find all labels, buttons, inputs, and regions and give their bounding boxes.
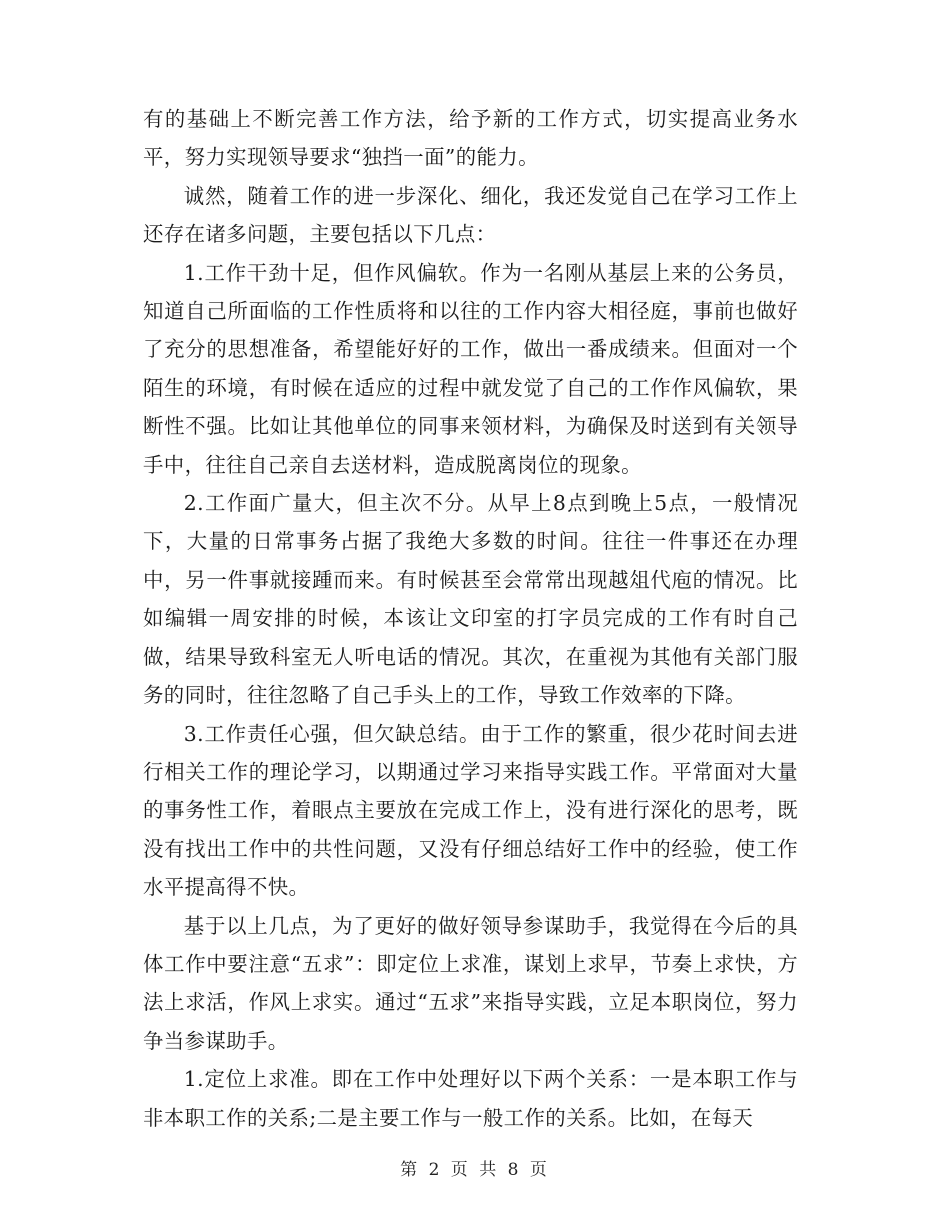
document-body <box>143 100 798 1137</box>
paragraph-five-requirements: 基于以上几点，为了更好的做好领导参谋助手，我觉得在今后的具体工作中要注意“五求”：即定位上求准，谋划上求早，节奏上求快，方法上求活，作风上求实。通过“五求”来指导实践，立足本职岗位，努力争当参谋助手。 <box>143 913 798 1053</box>
paragraph-problem-3: 3.工作责任心强，但欠缺总结。由于工作的繁重，很少花时间去进行相关工作的理论学习，以期通过学习来指导实践工作。平常面对大量的事务性工作，着眼点主要放在完成工作上，没有进行深化的思考，既没有找出工作中的共性问题，又没有仔细总结好工作中的经验，使工作水平提高得不快。 <box>143 721 798 900</box>
paragraph-intro-problems: 诚然，随着工作的进一步深化、细化，我还发觉自己在学习工作上还存在诸多问题，主要包括以下几点： <box>143 183 798 247</box>
paragraph-problem-2: 2.工作面广量大，但主次不分。从早上8点到晚上5点，一般情况下，大量的日常事务占据了我绝大多数的时间。往往一件事还在办理中，另一件事就接踵而来。有时候甚至会常常出现越俎代庖的情况。比如编辑一周安排的时候，本该让文印室的打字员完成的工作有时自己做，结果导致科室无人听电话的情况。其次，在重视为其他有关部门服务的同时，往往忽略了自己手头上的工作，导致工作效率的下降。 <box>143 491 798 708</box>
page-number-footer: 第 2 页 共 8 页 <box>400 1160 550 1180</box>
paragraph-requirement-1: 1.定位上求准。即在工作中处理好以下两个关系：一是本职工作与非本职工作的关系;二是主要工作与一般工作的关系。比如，在每天 <box>143 1067 798 1130</box>
paragraph-continuation: 有的基础上不断完善工作方法，给予新的工作方式，切实提高业务水平，努力实现领导要求“独挡一面”的能力。 <box>143 107 798 170</box>
paragraph-problem-1: 1.工作干劲十足，但作风偏软。作为一名刚从基层上来的公务员，知道自己所面临的工作性质将和以往的工作内容大相径庭，事前也做好了充分的思想准备，希望能好好的工作，做出一番成绩来。但面对一个陌生的环境，有时候在适应的过程中就发觉了自己的工作作风偏软，果断性不强。比如让其他单位的同事来领材料，为确保及时送到有关领导手中，往往自己亲自去送材料，造成脱离岗位的现象。 <box>143 260 798 477</box>
